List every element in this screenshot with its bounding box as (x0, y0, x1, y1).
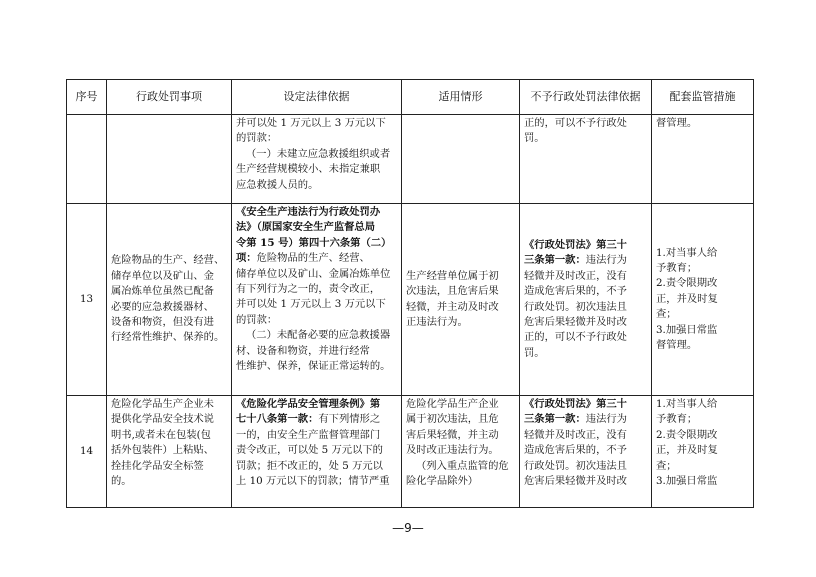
text-line (111, 428, 227, 443)
bold-text: 《危险化学品安全管理条例》第 (236, 398, 381, 410)
text-line (406, 428, 515, 443)
text: 必要的应急救援器材、 (111, 300, 214, 313)
cell-matter (107, 115, 232, 204)
text: 上 10 万元以下的罚款；情节严重 (236, 475, 390, 488)
text: 予教育； (656, 261, 698, 274)
text: 正的，可以不予行政处 (524, 117, 627, 129)
text: 轻微并及时改正，没有 (524, 269, 627, 282)
text: 属冶炼单位虽然已配备 (111, 285, 214, 298)
text-line (524, 238, 647, 253)
text: 拴挂化学品安全标签 (111, 459, 204, 472)
text: 危险物品的生产、经营、 (111, 254, 225, 267)
cell-situation (402, 396, 520, 508)
text: 危险化学品生产企业 (406, 398, 499, 410)
text: 危害后果轻微并及时改 (524, 475, 627, 488)
text-line (524, 300, 647, 315)
text-line (656, 459, 749, 474)
text-line (236, 412, 397, 427)
text-line (524, 443, 647, 458)
text: （列入重点监管的危 (416, 459, 509, 472)
table-header-row (67, 80, 754, 115)
text: 3.加强日常监 (656, 475, 718, 488)
text: 储存单位以及矿山、金属冶炼单位 (236, 267, 391, 280)
cell-situation (402, 115, 520, 204)
text-line (656, 338, 749, 353)
text: 2.责令限期改 (656, 277, 718, 290)
text: 及时改正违法行为。 (406, 444, 499, 457)
header-measures: 配套监管措施 (652, 80, 754, 115)
cell-measures (652, 115, 754, 204)
text-line (656, 307, 749, 322)
text-line (236, 344, 397, 359)
penalty-table (66, 79, 754, 508)
cell-exempt (520, 396, 652, 508)
text: 正的，可以不予行政处 (524, 331, 627, 344)
table-row (67, 396, 754, 508)
text-line (656, 397, 749, 412)
text-line (524, 269, 647, 284)
text: 行政处罚。初次违法且 (524, 300, 627, 313)
text: 一的，由安全生产监督管理部门 (236, 428, 381, 441)
text: 设备和物资，但没有进 (111, 315, 214, 328)
text: 属于初次违法，且危 (406, 413, 499, 426)
text-line (524, 253, 647, 268)
text-line (111, 269, 227, 284)
text-line (656, 246, 749, 261)
text: 正，并及时复 (656, 444, 718, 457)
text: 储存单位以及矿山、金 (111, 269, 214, 282)
text-line (111, 315, 227, 330)
text-line (111, 412, 227, 427)
bold-text: 《安全生产违法行为行政处罚办 (236, 206, 381, 218)
text-line (406, 269, 515, 284)
text: 2.责令限期改 (656, 428, 718, 441)
text-line (656, 292, 749, 307)
text: 违法行为 (585, 413, 627, 426)
text: 并可以处 1 万元以上 3 万元以下 (236, 298, 386, 311)
text: 的。 (111, 475, 132, 488)
text: 材、设备和物资，并进行经常 (236, 344, 370, 357)
text: 险化学品除外） (406, 475, 479, 488)
text: 括外包装件）上粘贴、 (111, 444, 214, 457)
text: 1.对当事人给 (656, 398, 718, 410)
bold-text: 项： (236, 252, 257, 265)
text: 性维护、保养，保证正常运转的。 (236, 360, 391, 373)
text: 责令改正，可以处 5 万元以下的 (236, 444, 383, 457)
text-line (406, 459, 515, 474)
cell-exempt (520, 204, 652, 396)
bold-text: 《行政处罚法》第三十 (524, 238, 627, 251)
text: 违法行为 (585, 254, 627, 267)
text: 提供化学品安全技术说 (111, 413, 214, 426)
text: 3.加强日常监 (656, 323, 718, 336)
text: 有下列行为之一的，责令改正， (236, 283, 381, 296)
text-line (406, 412, 515, 427)
row-number: 13 (67, 204, 107, 396)
text: 有下列情形之 (318, 413, 381, 426)
text-line (236, 328, 397, 343)
text: 害后果轻微，并主动 (406, 428, 499, 441)
text-line (524, 412, 647, 427)
bold-text: 七十八条第一款： (236, 413, 319, 426)
text: 正，并及时复 (656, 292, 718, 305)
text-line (406, 474, 515, 489)
text-line (656, 428, 749, 443)
table-row (67, 204, 754, 396)
text: 应急救援人员的。 (236, 178, 319, 191)
text-line (236, 147, 397, 162)
text: 次违法，且危害后果 (406, 285, 499, 298)
text-line (406, 443, 515, 458)
text-line (111, 474, 227, 489)
text: 行经常性维护、保养的。 (111, 331, 225, 344)
text-line (236, 297, 397, 312)
bold-text: 法》（原国家安全生产监督总局 (236, 221, 376, 234)
cell-measures (652, 396, 754, 508)
text: 督管理。 (656, 117, 698, 129)
cell-situation (402, 204, 520, 396)
text: 造成危害后果的，不予 (524, 285, 627, 298)
text-line (111, 443, 227, 458)
text-line (236, 131, 397, 146)
cell-basis (232, 115, 402, 204)
text: 轻微并及时改正，没有 (524, 428, 627, 441)
text-line (236, 178, 397, 193)
cell-basis (232, 204, 402, 396)
text-line (656, 443, 749, 458)
cell-basis (232, 396, 402, 508)
text-line (656, 261, 749, 276)
text-line (236, 116, 397, 131)
text-line (236, 313, 397, 328)
bold-text: 三条第一款： (524, 413, 586, 426)
text-line (111, 253, 227, 268)
text: 督管理。 (656, 339, 698, 352)
text-line (656, 323, 749, 338)
text-line (656, 412, 749, 427)
text: 危险物品的生产、经营、 (256, 252, 370, 265)
text-line (406, 284, 515, 299)
text: 的罚款： (236, 313, 278, 326)
text: （二）未配备必要的应急救援器 (246, 329, 391, 342)
text: 查； (656, 308, 677, 321)
text-line (524, 116, 647, 131)
header-exempt: 不予行政处罚法律依据 (520, 80, 652, 115)
bold-text: 《行政处罚法》第三十 (524, 398, 627, 410)
text-line (524, 428, 647, 443)
text: 1.对当事人给 (656, 246, 718, 259)
text: 明书,或者未在包装(包 (111, 428, 211, 441)
text: 的罚款： (236, 132, 278, 145)
text-line (111, 284, 227, 299)
header-seq: 序号 (67, 80, 107, 115)
text: 查； (656, 459, 677, 472)
cell-matter (107, 396, 232, 508)
text-line (111, 459, 227, 474)
text: 罚款；拒不改正的，处 5 万元以 (236, 459, 383, 472)
text-line (236, 162, 397, 177)
text-line (236, 251, 397, 266)
text-line (524, 131, 647, 146)
text: （一）未建立应急救援组织或者 (246, 147, 391, 160)
text: 罚。 (524, 346, 545, 359)
text-line (111, 397, 227, 412)
text-line (524, 284, 647, 299)
cell-measures (652, 204, 754, 396)
text: 予教育； (656, 413, 698, 426)
bold-text: 三条第一款： (524, 254, 586, 267)
text: 罚。 (524, 132, 545, 145)
text-line (236, 474, 397, 489)
text-line (111, 300, 227, 315)
text-line (656, 474, 749, 489)
text: 生产经营单位属于初 (406, 269, 499, 282)
text-line (656, 116, 749, 131)
text-line (406, 397, 515, 412)
text-line (524, 459, 647, 474)
text-line (236, 236, 397, 251)
text: 正违法行为。 (406, 315, 468, 328)
text-line (524, 330, 647, 345)
text: 造成危害后果的，不予 (524, 444, 627, 457)
text-line (524, 315, 647, 330)
text-line (236, 443, 397, 458)
cell-exempt (520, 115, 652, 204)
text-line (524, 474, 647, 489)
text-line (236, 459, 397, 474)
text: 危险化学品生产企业未 (111, 398, 214, 410)
text-line (524, 397, 647, 412)
text-line (111, 330, 227, 345)
row-number (67, 115, 107, 204)
text-line (236, 397, 397, 412)
text-line (236, 220, 397, 235)
text-line (236, 359, 397, 374)
header-situation: 适用情形 (402, 80, 520, 115)
text-line (406, 315, 515, 330)
text-line (524, 346, 647, 361)
header-matter: 行政处罚事项 (107, 80, 232, 115)
text-line (656, 276, 749, 291)
text: 轻微，并主动及时改 (406, 300, 499, 313)
cell-matter (107, 204, 232, 396)
table-row (67, 115, 754, 204)
page-number: —9— (392, 521, 424, 535)
text-line (236, 282, 397, 297)
text-line (406, 300, 515, 315)
text: 并可以处 1 万元以上 3 万元以下 (236, 117, 386, 129)
text: 行政处罚。初次违法且 (524, 459, 627, 472)
text-line (236, 205, 397, 220)
row-number: 14 (67, 396, 107, 508)
text-line (236, 428, 397, 443)
text: 危害后果轻微并及时改 (524, 315, 627, 328)
header-basis: 设定法律依据 (232, 80, 402, 115)
text-line (236, 267, 397, 282)
bold-text: 令第 15 号）第四十六条第（二） (236, 236, 392, 249)
text: 生产经营规模较小、未指定兼职 (236, 163, 381, 176)
